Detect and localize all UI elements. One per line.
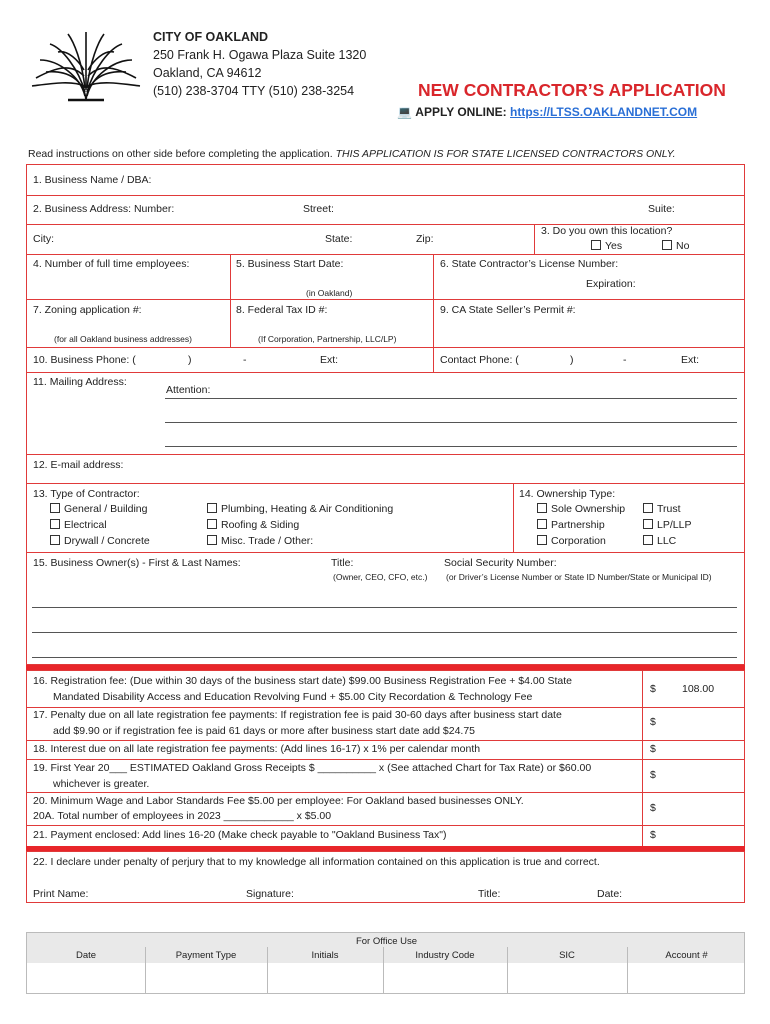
own-yes-checkbox[interactable]: [591, 240, 622, 252]
start-date-note: (in Oakland): [306, 288, 353, 298]
zip-field[interactable]: Zip:: [416, 233, 434, 245]
own-lp-label: LP/LLP: [657, 519, 692, 531]
checkbox-icon: [662, 240, 672, 250]
ct-plumbing-label: Plumbing, Heating & Air Conditioning: [221, 503, 394, 515]
form-main-section: [26, 164, 745, 665]
ct-roofing-checkbox[interactable]: [207, 519, 299, 531]
ownership-type-label: 14. Ownership Type:: [519, 488, 616, 500]
city-name: CITY OF OAKLAND: [153, 30, 269, 44]
street-field[interactable]: Street:: [303, 203, 334, 215]
print-name-field[interactable]: Print Name:: [33, 888, 89, 900]
ct-general-checkbox[interactable]: [50, 503, 147, 515]
start-date-field[interactable]: 5. Business Start Date:: [236, 258, 344, 270]
fee-line-20: 20. Minimum Wage and Labor Standards Fee $5.00 per employee: For Oakland based businesses ONLY.: [33, 795, 524, 807]
checkbox-icon: [50, 519, 60, 529]
phone-paren-close: ): [188, 354, 192, 366]
ct-drywall-label: Drywall / Concrete: [64, 535, 150, 547]
state-field[interactable]: State:: [325, 233, 353, 245]
checkbox-icon: [207, 535, 217, 545]
ct-roofing-label: Roofing & Siding: [221, 519, 300, 531]
fee-21-dollar[interactable]: $: [650, 829, 656, 841]
office-use-title: For Office Use: [355, 936, 418, 947]
checkbox-icon: [591, 240, 601, 250]
instructions-text: Read instructions on other side before completing the application.: [28, 148, 333, 160]
owner-title-field[interactable]: Title:: [331, 557, 354, 569]
city-phones: (510) 238-3704 TTY (510) 238-3254: [153, 84, 355, 98]
ssn-note: (or Driver’s License Number or State ID Number/State or Municipal ID): [446, 572, 712, 582]
signature-field[interactable]: Signature:: [246, 888, 294, 900]
checkbox-icon: [207, 503, 217, 513]
ct-drywall-checkbox[interactable]: [50, 535, 150, 547]
business-phone-field[interactable]: 10. Business Phone: (: [33, 354, 136, 366]
zoning-field[interactable]: 7. Zoning application #:: [33, 304, 142, 316]
fee-18-dollar[interactable]: $: [650, 743, 656, 755]
checkbox-icon: [643, 519, 653, 529]
apply-online-link[interactable]: https://LTSS.OAKLANDNET.COM: [510, 105, 698, 119]
own-sole-checkbox[interactable]: [537, 503, 625, 515]
ssn-field[interactable]: Social Security Number:: [444, 557, 557, 569]
declaration-text: 22. I declare under penalty of perjury that to my knowledge all information contained on this application is true and correct.: [33, 856, 600, 868]
apply-online: [397, 105, 697, 119]
fee-line-20a: 20A. Total number of employees in 2023 ____________ x $5.00: [33, 810, 332, 822]
own-trust-label: Trust: [657, 503, 681, 515]
ct-electrical-checkbox[interactable]: [50, 519, 107, 531]
fee-line-19a: 19. First Year 20___ ESTIMATED Oakland Gross Receipts $ __________ x (See attached Chart for Tax Rate) or $60.00: [33, 762, 592, 774]
email-field[interactable]: 12. E-mail address:: [33, 459, 124, 471]
computer-icon: 💻: [397, 105, 412, 119]
fee-17-dollar[interactable]: $: [650, 716, 656, 728]
owner-title-note: (Owner, CEO, CFO, etc.): [333, 572, 428, 582]
own-no-checkbox[interactable]: [662, 240, 689, 252]
ct-misc-label: Misc. Trade / Other:: [221, 535, 314, 547]
city-address-line2: Oakland, CA 94612: [153, 66, 262, 80]
checkbox-icon: [207, 519, 217, 529]
contact-ext-field[interactable]: Ext:: [681, 354, 700, 366]
office-col-payment-type: Payment Type: [175, 950, 237, 961]
phone-dash: -: [243, 354, 247, 366]
office-use-table: [26, 932, 745, 994]
office-col-initials: Initials: [311, 950, 339, 961]
mailing-address-field[interactable]: 11. Mailing Address:: [33, 376, 127, 388]
own-sole-label: Sole Ownership: [551, 503, 626, 515]
apply-online-label: APPLY ONLINE:: [415, 105, 507, 119]
form-title: NEW CONTRACTOR’S APPLICATION: [418, 80, 726, 100]
owners-field[interactable]: 15. Business Owner(s) - First & Last Names:: [33, 557, 241, 569]
business-name-field[interactable]: 1. Business Name / DBA:: [33, 174, 152, 186]
own-partnership-label: Partnership: [551, 519, 605, 531]
office-col-sic: SIC: [559, 950, 575, 961]
office-col-industry-code: Industry Code: [415, 950, 475, 961]
declaration-title-field[interactable]: Title:: [478, 888, 501, 900]
fee-20-dollar[interactable]: $: [650, 802, 656, 814]
checkbox-icon: [50, 503, 60, 513]
city-address-line1: 250 Frank H. Ogawa Plaza Suite 1320: [153, 48, 367, 62]
expiration-field[interactable]: Expiration:: [586, 278, 636, 290]
fee-line-17b: add $9.90 or if registration fee is paid 61 days or more after business start date add $24.75: [53, 725, 476, 737]
own-llc-label: LLC: [657, 535, 677, 547]
seller-permit-field[interactable]: 9. CA State Seller’s Permit #:: [440, 304, 576, 316]
federal-tax-field[interactable]: 8. Federal Tax ID #:: [236, 304, 328, 316]
fee-line-17a: 17. Penalty due on all late registration fee payments: If registration fee is paid 30-60 days after business start date: [33, 709, 562, 721]
license-number-field[interactable]: 6. State Contractor’s License Number:: [440, 258, 619, 270]
zoning-note: (for all Oakland business addresses): [54, 334, 192, 344]
oak-tree-logo: [28, 30, 144, 102]
fee-line-21: 21. Payment enclosed: Add lines 16-20 (Make check payable to "Oakland Business Tax"): [33, 829, 447, 841]
fee-19-dollar[interactable]: $: [650, 769, 656, 781]
phone-ext-field[interactable]: Ext:: [320, 354, 339, 366]
ct-electrical-label: Electrical: [64, 519, 107, 531]
own-trust-checkbox[interactable]: [643, 503, 681, 515]
attention-field[interactable]: Attention:: [166, 384, 211, 396]
office-col-date: Date: [75, 950, 97, 961]
contractor-type-label: 13. Type of Contractor:: [33, 488, 140, 500]
checkbox-icon: [643, 503, 653, 513]
checkbox-icon: [537, 535, 547, 545]
checkbox-icon: [537, 503, 547, 513]
city-header: [153, 28, 366, 100]
own-llc-checkbox[interactable]: [643, 535, 676, 547]
checkbox-icon: [537, 519, 547, 529]
checkbox-icon: [643, 535, 653, 545]
own-yes-label: Yes: [605, 240, 623, 252]
own-corporation-label: Corporation: [551, 535, 606, 547]
own-corporation-checkbox[interactable]: [537, 535, 606, 547]
own-lp-checkbox[interactable]: [643, 519, 691, 531]
checkbox-icon: [50, 535, 60, 545]
city-field[interactable]: City:: [33, 233, 54, 245]
suite-field[interactable]: Suite:: [648, 203, 675, 215]
own-partnership-checkbox[interactable]: [537, 519, 605, 531]
office-col-account: Account #: [665, 950, 708, 961]
contact-paren-close: ): [570, 354, 574, 366]
instructions-note: THIS APPLICATION IS FOR STATE LICENSED CONTRACTORS ONLY.: [335, 148, 676, 160]
fee-line-16a: 16. Registration fee: (Due within 30 days of the business start date) $99.00 Business Registration Fee + $4.00 State: [33, 675, 573, 687]
employees-field[interactable]: 4. Number of full time employees:: [33, 258, 190, 270]
address-number-field[interactable]: 2. Business Address: Number:: [33, 203, 175, 215]
own-location-question: 3. Do you own this location?: [541, 225, 673, 237]
fee-line-16b: Mandated Disability Access and Education Revolving Fund + $5.00 City Recordation & Technology Fee: [53, 691, 533, 703]
ct-general-label: General / Building: [64, 503, 148, 515]
contact-dash: -: [623, 354, 627, 366]
fee-16-dollar: $: [650, 683, 656, 695]
declaration-date-field[interactable]: Date:: [597, 888, 623, 900]
fee-16-amount[interactable]: 108.00: [682, 683, 715, 695]
contact-phone-field[interactable]: Contact Phone: (: [440, 354, 519, 366]
fee-line-19b: whichever is greater.: [53, 778, 150, 790]
federal-tax-note: (If Corporation, Partnership, LLC/LP): [258, 334, 397, 344]
instructions: [28, 148, 676, 160]
ct-plumbing-checkbox[interactable]: [207, 503, 393, 515]
fee-line-18: 18. Interest due on all late registration fee payments: (Add lines 16-17) x 1% per calendar month: [33, 743, 481, 755]
ct-misc-checkbox[interactable]: [207, 535, 313, 547]
own-no-label: No: [676, 240, 690, 252]
